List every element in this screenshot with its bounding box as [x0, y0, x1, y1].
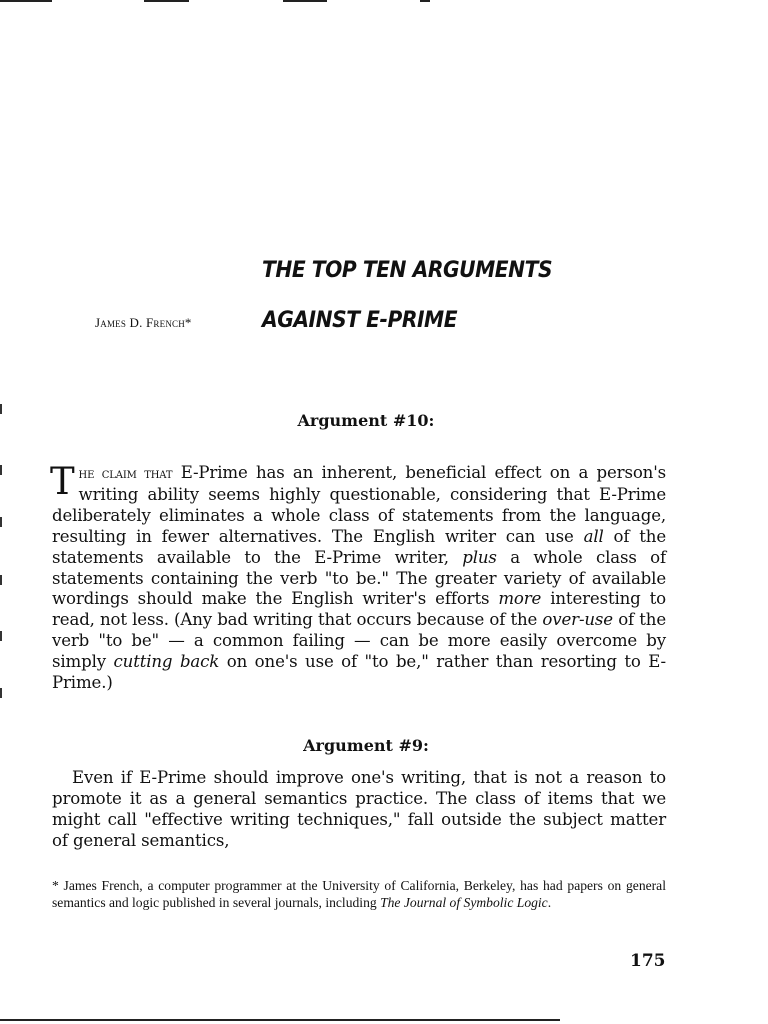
drop-cap: T	[50, 460, 75, 503]
emphasis-cutting-back: cutting back	[113, 652, 220, 672]
top-rule	[283, 0, 327, 2]
emphasis-all: all	[583, 526, 604, 546]
argument-9-heading: Argument #9:	[303, 736, 429, 755]
scan-edge-mark	[0, 465, 2, 475]
scan-edge-mark	[0, 631, 2, 641]
top-rule	[420, 0, 430, 2]
argument-10-paragraph	[50, 460, 667, 694]
author-name: James D. French*	[95, 315, 192, 330]
article-title-line-1: THE TOP TEN ARGUMENTS	[262, 258, 553, 283]
page-number: 175	[630, 951, 666, 971]
article-title-line-2: AGAINST E-PRIME	[262, 308, 458, 333]
paragraph-text: on one's use of "to be," rather than resorting to E-Prime.)	[52, 652, 666, 693]
footnote	[52, 877, 666, 911]
emphasis-more: more	[498, 589, 542, 609]
argument-10-heading: Argument #10:	[297, 411, 435, 430]
scan-edge-mark	[0, 575, 2, 585]
footnote-text: .	[547, 895, 552, 910]
top-rule	[0, 0, 52, 2]
paragraph-text: interesting to read, not less. (Any bad writing that occurs because of the	[52, 589, 666, 630]
bottom-rule	[0, 1019, 560, 1021]
emphasis-plus: plus	[462, 547, 497, 567]
paragraph-text: of the verb "to be" — a common failing — can be more easily overcome by simply	[52, 610, 666, 672]
scan-edge-mark	[0, 517, 2, 527]
footnote-text: * James French, a computer programmer at the University of California, Berkeley, has had papers on general semantics and logic published in several journals, including	[52, 878, 666, 910]
lead-in-smallcaps: he claim that	[78, 466, 173, 482]
paragraph-text: a whole class of statements containing the verb "to be." The greater variety of available wordings should make the English writer's efforts	[52, 547, 667, 609]
paragraph-text: of the statements available to the E-Prime writer,	[52, 526, 667, 567]
journal-title: The Journal of Symbolic Logic	[380, 895, 548, 910]
scan-edge-mark	[0, 688, 2, 698]
argument-9-paragraph: Even if E-Prime should improve one's writing, that is not a reason to promote it as a general semantics practice. The class of items that we might call "effective writing techniques," fall outside the subject matter of general semantics,	[52, 768, 666, 850]
paragraph-text: E-Prime has an inherent, beneficial effect on a person's writing ability seems highly questionable, considering that E-Prime deliberately eliminates a whole class of statements from the language, resulting in fewer alternatives. The English writer can use	[52, 463, 666, 546]
top-rule	[144, 0, 189, 2]
scan-edge-mark	[0, 404, 2, 414]
emphasis-over-use: over-use	[542, 610, 613, 630]
